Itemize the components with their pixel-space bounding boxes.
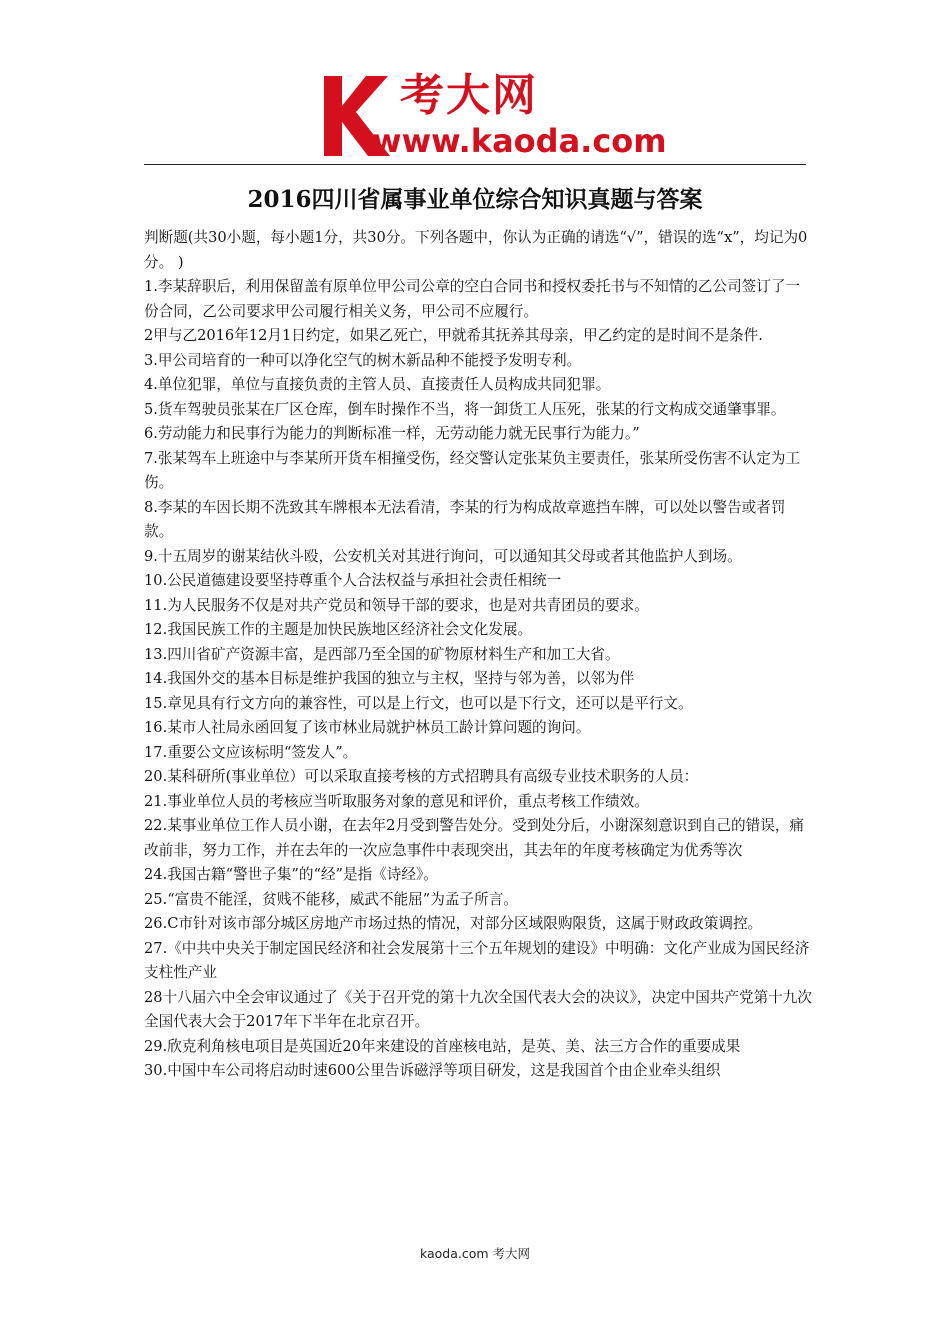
- paragraph: 12.我国民族工作的主题是加快民族地区经济社会文化发展。: [144, 621, 533, 638]
- paragraph: 30.中国中车公司将启动时速600公里告诉磁浮等项目研发，这是我国首个由企业牵头组织: [144, 1062, 721, 1079]
- paragraph: 8.李某的车因长期不洗致其车牌根本无法看清，李某的行为构成故章遮挡车牌，可以处以警告或者罚款。: [144, 498, 786, 540]
- paragraph: 25.“富贵不能淫，贫贱不能移，威武不能屈”为孟子所言。: [144, 890, 518, 908]
- paragraph: 7.张某驾车上班途中与李某所开货车相撞受伤，经交警认定张某负主要责任，张某所受伤害不认定为工伤。: [144, 449, 801, 491]
- paragraph: 9.十五周岁的谢某结伙斗殴，公安机关对其进行询问，可以通知其父母或者其他监护人到场。: [144, 547, 742, 565]
- paragraph: 17.重要公文应该标明“签发人”。: [144, 743, 358, 761]
- paragraph: 16.某市人社局永函回复了该市林业局就护林员工龄计算问题的询问。: [144, 719, 591, 736]
- paragraph: 2甲与乙2016年12月1日约定，如果乙死亡，甲就希其抚养其母亲，甲乙约定的是时间不是条件.: [144, 327, 763, 344]
- paragraph: 11.为人民服务不仅是对共产党员和领导干部的要求，也是对共青团员的要求。: [144, 596, 649, 614]
- paragraph: 1.李某辞职后，利用保留盖有原单位甲公司公章的空白合同书和授权委托书与不知情的乙公司签订了一份合同，乙公司要求甲公司履行相关义务，甲公司不应履行。: [144, 278, 801, 320]
- paragraph: 20.某科研所(事业单位）可以采取直接考核的方式招聘具有高级专业技术职务的人员：: [144, 768, 699, 785]
- logo-title: 考大网: [400, 70, 538, 121]
- paragraph: 判断题(共30小题，每小题1分，共30分。下列各题中，你认为正确的请选“√”，错误的选“x”，均记为0分。 ): [144, 229, 808, 271]
- paragraph: 3.甲公司培育的一种可以净化空气的树木新品种不能授予发明专利。: [144, 351, 582, 369]
- header-divider: [144, 164, 806, 165]
- document-body: [144, 226, 812, 1084]
- paragraph: 27.《中共中央关于制定国民经济和社会发展第十三个五年规划的建设》中明确：文化产业成为国民经济支柱性产业: [144, 939, 810, 981]
- paragraph: 15.章见具有行文方向的兼容性，可以是上行文，也可以是下行文，还可以是平行文。: [144, 694, 693, 712]
- paragraph: 29.欣克利角核电项目是英国近20年来建设的首座核电站，是英、美、法三方合作的重要成果: [144, 1037, 741, 1055]
- paragraph: 26.C市针对该市部分城区房地产市场过热的情况，对部分区域限购限货，这属于财政政策调控。: [144, 915, 763, 932]
- paragraph: 13.四川省矿产资源丰富，是西部乃至全国的矿物原材料生产和加工大省。: [144, 645, 620, 663]
- site-logo[interactable]: [318, 70, 667, 162]
- paragraph: 24.我国古籍“警世子集”的“经”是指《诗经》。: [144, 866, 438, 883]
- page-footer[interactable]: kaoda.com 考大网: [419, 1246, 531, 1261]
- paragraph: 14.我国外交的基本目标是维护我国的独立与主权，坚持与邻为善，以邻为伴: [144, 670, 635, 687]
- paragraph: 4.单位犯罪，单位与直接负责的主管人员、直接责任人员构成共同犯罪。: [144, 376, 611, 393]
- paragraph: 10.公民道德建设要坚持尊重个人合法权益与承担社会责任相统一: [144, 572, 562, 589]
- paragraph: 28十八届六中全会审议通过了《关于召开党的第十九次全国代表大会的决议》，决定中国共产党第十九次全国代表大会于2017年下半年在北京召开。: [144, 988, 812, 1030]
- paragraph: 5.货车驾驶员张某在厂区仓库，倒车时操作不当，将一卸货工人压死，张某的行文构成交通肇事罪。: [144, 400, 786, 418]
- document-title: 2016四川省属事业单位综合知识真题与答案: [247, 186, 703, 213]
- paragraph: 22.某事业单位工作人员小谢，在去年2月受到警告处分。受到处分后，小谢深刻意识到自己的错误，痛改前非，努力工作，并在去年的一次应急事件中表现突出，其去年的年度考核确定为优秀等次: [144, 817, 805, 859]
- logo-url: www.kaoda.com: [372, 122, 667, 160]
- paragraph: 21.事业单位人员的考核应当听取服务对象的意见和评价，重点考核工作绩效。: [144, 792, 649, 810]
- paragraph: 6.劳动能力和民事行为能力的判断标准一样，无劳动能力就无民事行为能力。”: [144, 425, 640, 442]
